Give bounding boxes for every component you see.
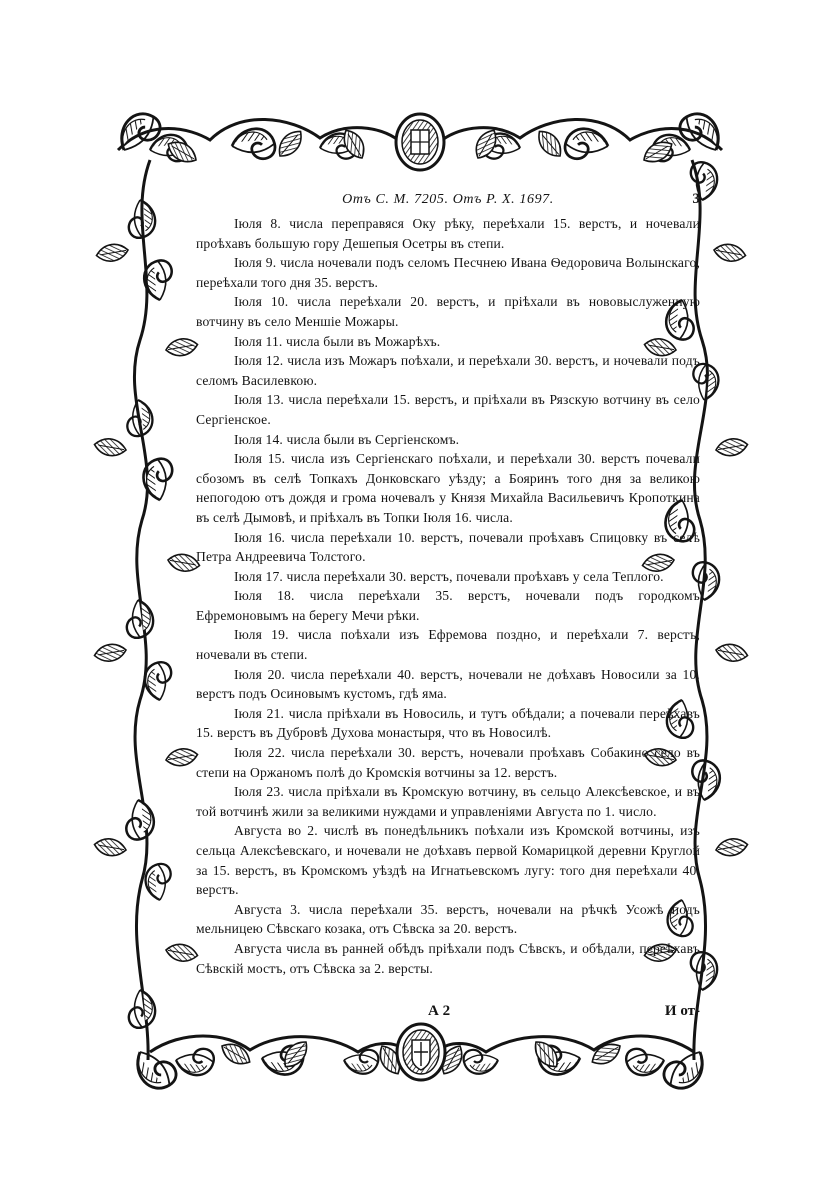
journal-entry: Августа числа въ ранней обѣдъ пріѣхали подъ Сѣвскъ, и обѣдали, переѣхавъ Сѣвскій мостъ, отъ Сѣвска за 2. версты. xyxy=(196,940,700,976)
journal-entry: Іюля 11. числа были въ Можарѣхъ. xyxy=(234,333,441,349)
running-title: Отъ С. М. 7205. Отъ Р. Х. 1697. xyxy=(342,192,554,207)
journal-entry: Іюля 9. числа ночевали подъ селомъ Песчнею Ивана Ѳедоровича Волынскаго, переѣхали того дня 35. верстъ. xyxy=(196,255,700,290)
journal-entry: Іюля 23. числа пріѣхали въ Кромскую вотчину, въ сельцо Алексѣевское, и въ той вотчинѣ жили за великими нуждами и управленіями Августа по 1. число. xyxy=(196,784,700,819)
journal-entry: Іюля 13. числа переѣхали 15. верстъ, и пріѣхали въ Рязскую вотчину въ село Сергіенское. xyxy=(196,392,700,427)
signature-mark: А 2 xyxy=(428,1003,451,1019)
journal-entry: Іюля 17. числа переѣхали 30. верстъ, почевали проѣхавъ у села Теплого. xyxy=(234,568,664,584)
top-medallion-icon xyxy=(396,114,444,170)
journal-entry: Іюля 8. числа переправяся Оку рѣку, переѣхали 15. верстъ, и ночевали проѣхавъ большую гору Дешепыя Осетры въ степи. xyxy=(196,216,700,251)
bottom-coat-of-arms-icon xyxy=(397,1024,445,1080)
journal-entry: Іюля 22. числа переѣхали 30. верстъ, ночевали проѣхавъ Собакино село въ степи на Оржаномъ полѣ до Кромскія вотчины за 12. верстъ. xyxy=(196,745,700,780)
journal-entry: Іюля 20. числа переѣхали 40. верстъ, ночевали не доѣхавъ Новосили за 10. верстъ подъ Осиновымъ кустомъ, гдѣ яма. xyxy=(196,666,700,702)
journal-entry: Іюля 14. числа были въ Сергіенскомъ. xyxy=(234,431,460,447)
page-number: 3 xyxy=(692,191,700,207)
journal-entry: Августа во 2. числѣ въ понедѣльникъ поѣхали изъ Кромской вотчины, изъ сельца Алексѣевскаго, и ночевали не доѣхавъ первой Комарицкой деревни Круглой за 15. верстъ, въ Кромскомъ уѣздѣ на Игнатьевскомъ лугу: того дня переѣхали 40. верстъ. xyxy=(196,823,700,898)
journal-entry: Іюля 10. числа переѣхали 20. верстъ, и пріѣхали въ нововыслуженную вотчину въ село Меншіе Можары. xyxy=(196,294,700,329)
catchword: И от- xyxy=(664,1003,700,1019)
page-text xyxy=(196,190,700,978)
journal-entry: Августа 3. числа переѣхали 35. верстъ, ночевали на рѣчкѣ Усожѣ подъ мельницею Сѣвскаго козака, отъ Сѣвска за 20. верстъ. xyxy=(196,901,700,937)
journal-entry: Іюля 12. числа изъ Можаръ поѣхали, и переѣхали 30. верстъ, и ночевали подъ селомъ Василевкою. xyxy=(196,353,700,388)
journal-entry: Іюля 21. числа пріѣхали въ Новосиль, и тутъ обѣдали; а почевали переѣхавъ 15. верстъ въ Дубровѣ Духова монастыря, что въ Новосилѣ. xyxy=(196,705,700,741)
running-header xyxy=(196,190,700,214)
journal-entry: Іюля 18. числа переѣхали 35. верстъ, ночевали подъ городкомъ Ефремоновымъ на берегу Мечи рѣки. xyxy=(196,588,700,623)
left-border-scrollwork xyxy=(93,160,201,1060)
journal-entry: Іюля 19. числа поѣхали изъ Ефремова поздно, и переѣхали 7. верстъ, ночевали въ степи. xyxy=(196,627,700,663)
page-footer xyxy=(196,1003,700,1025)
journal-entry: Іюля 16. числа переѣхали 10. верстъ, почевали проѣхавъ Спицовку въ селѣ Петра Андреевича Толстого. xyxy=(196,529,700,565)
journal-entry: Іюля 15. числа изъ Сергіенскаго поѣхали, и переѣхали 30. верстъ почевали сбозомъ въ селѣ Топкахъ Донковскаго уѣзду; а Бояринъ того дня за великою непогодою отъ дождя и грома ночевалъ у Князя Михайла Васильевичъ Кропоткина въ селѣ Дымовѣ, и пріѣхалъ въ Топки Іюля 16. числа. xyxy=(196,451,700,525)
